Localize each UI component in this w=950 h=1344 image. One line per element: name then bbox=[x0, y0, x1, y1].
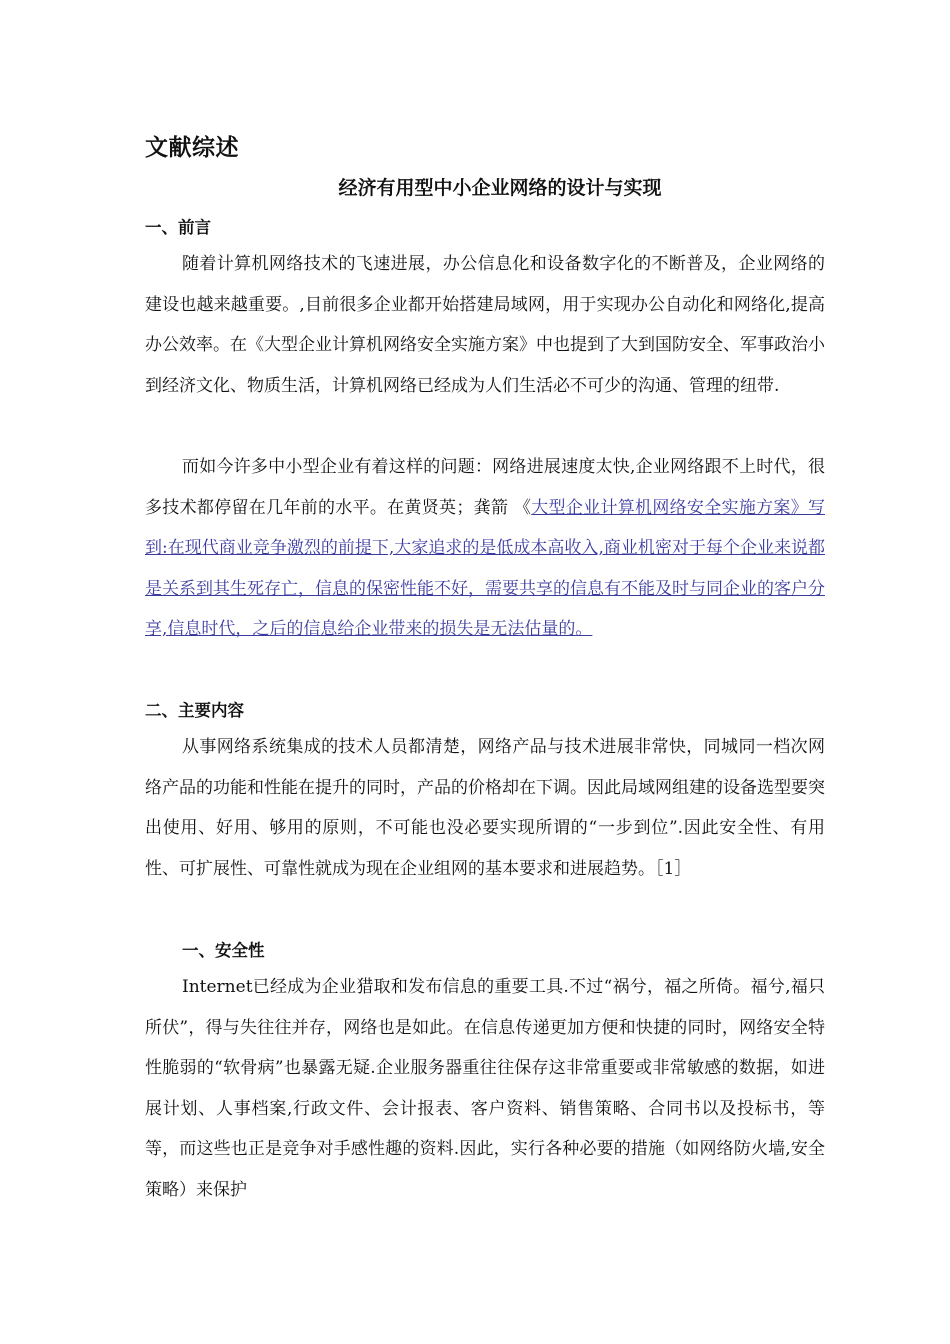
subsection-heading-security: 一、安全性 bbox=[182, 941, 265, 960]
document-heading: 文献综述 bbox=[145, 135, 239, 161]
paragraph-main-content-1: 从事网络系统集成的技术人员都清楚，网络产品与技术进展非常快，同城同一档次网络产品的功能和性能在提升的同时，产品的价格却在下调。因此局域网组建的设备选型要突出使用、好用、够用的原则，不可能也没必要实现所谓的“一步到位”.因此安全性、有用性、可扩展性、可靠性就成为现在企业组网的基本要求和进展趋势。［1］ bbox=[145, 737, 825, 879]
reference-link-text[interactable]: 大型企业计算机网络安全实施方案》写到:在现代商业竞争激烈的前提下,大家追求的是低成本高收入,商业机密对于每个企业来说都是关系到其生死存亡，信息的保密性能不好，需要共享的信息有不能及时与同企业的客户分享,信息时代，之后的信息给企业带来的损失是无法估量的。 bbox=[145, 497, 826, 639]
section-heading-preface: 一、前言 bbox=[145, 218, 211, 237]
paragraph-security-1: Internet已经成为企业猎取和发布信息的重要工具.不过“祸兮，福之所倚。福兮,福只所伏”，得与失往往并存，网络也是如此。在信息传递更加方便和快捷的同时，网络安全特性脆弱的“软骨病”也暴露无疑.企业服务器重往往保存这非常重要或非常敏感的数据，如进展计划、人事档案,行政文件、会计报表、客户资料、销售策略、合同书以及投标书，等等，而这些也正是竞争对手感性趣的资料.因此，实行各种必要的措施（如网络防火墙,安全策略）来保护 bbox=[145, 977, 825, 1200]
section-heading-main-content: 二、主要内容 bbox=[145, 701, 244, 720]
paragraph-preface-2 bbox=[145, 447, 825, 650]
paragraph-preface-1: 随着计算机网络技术的飞速进展，办公信息化和设备数字化的不断普及，企业网络的建设也越来越重要。,目前很多企业都开始搭建局域网，用于实现办公自动化和网络化,提高办公效率。在《大型企业计算机网络安全实施方案》中也提到了大到国防安全、军事政治小到经济文化、物质生活，计算机网络已经成为人们生活必不可少的沟通、管理的纽带. bbox=[145, 254, 825, 396]
document-title: 经济有用型中小企业网络的设计与实现 bbox=[338, 177, 662, 199]
paragraph-preface-2-text: 而如今许多中小型企业有着这样的问题：网络进展速度太快,企业网络跟不上时代，很多技术都停留在几年前的水平。在黄贤英；龚箭 《 bbox=[145, 457, 825, 518]
